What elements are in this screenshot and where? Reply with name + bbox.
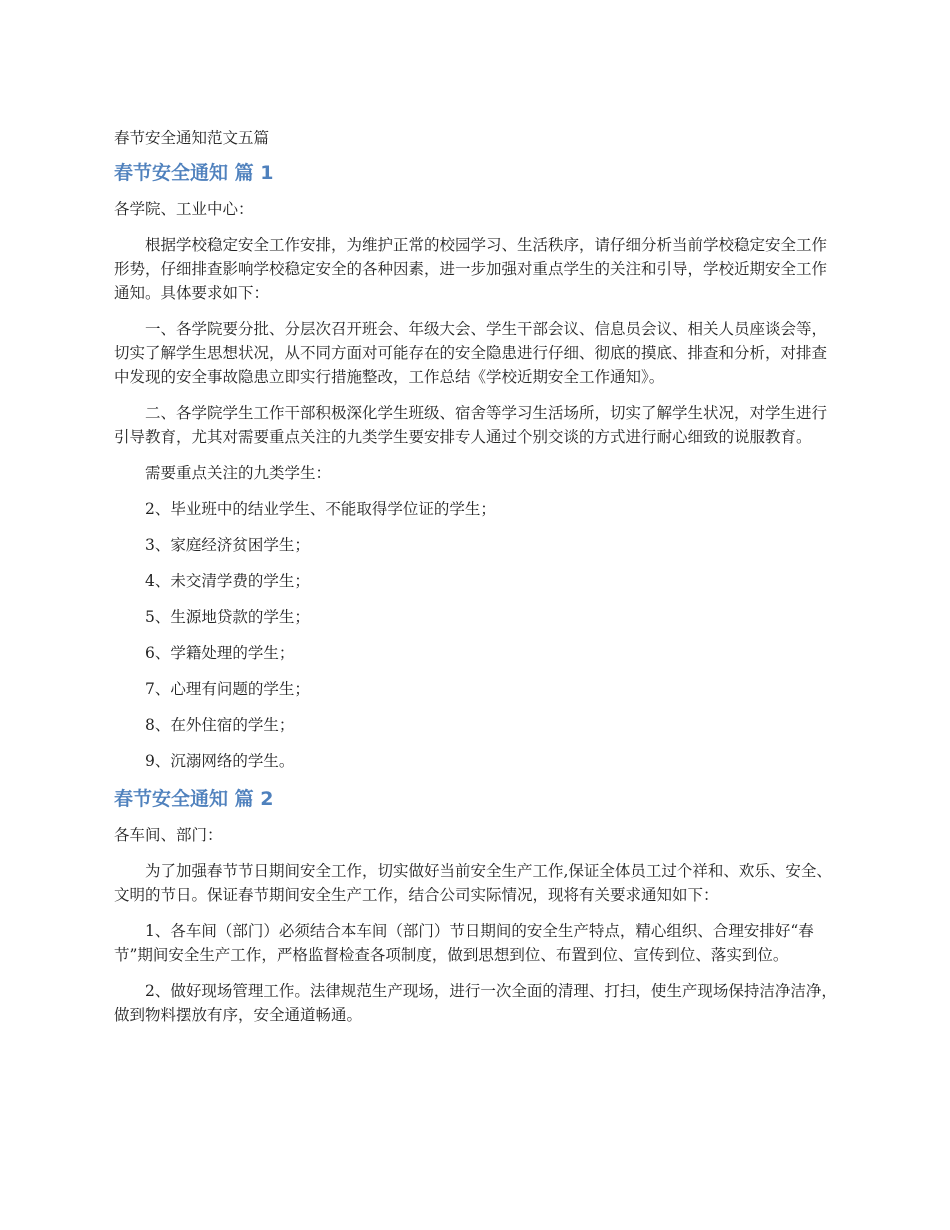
- section-1-heading-main: 春节安全通知: [114, 162, 229, 184]
- section-1-salutation: 各学院、工业中心：: [114, 200, 254, 218]
- list-item: 3、家庭经济贫困学生；: [145, 536, 310, 554]
- section-1-heading: [114, 159, 838, 187]
- list-item: 9、沉溺网络的学生。: [145, 752, 295, 770]
- list-item: 4、未交清学费的学生；: [145, 572, 310, 590]
- list-item: 5、生源地贷款的学生；: [145, 608, 310, 626]
- document-title: 春节安全通知范文五篇: [114, 129, 270, 147]
- section-2-paragraph-2: 1、各车间（部门）必须结合本车间（部门）节日期间的安全生产特点，精心组织、合理安排好“春节”期间安全生产工作，严格监督检查各项制度，做到思想到位、布置到位、宣传到位、落实到位。: [114, 922, 814, 964]
- list-item: 8、在外住宿的学生；: [145, 716, 295, 734]
- section-1-paragraph-1: 根据学校稳定安全工作安排，为维护正常的校园学习、生活秩序，请仔细分析当前学校稳定安全工作形势，仔细排查影响学校稳定安全的各种因素，进一步加强对重点学生的关注和引导，学校近期安全工作通知。具体要求如下：: [114, 236, 828, 302]
- list-item: 6、学籍处理的学生；: [145, 644, 295, 662]
- section-2: [114, 785, 838, 1027]
- list-item: 7、心理有问题的学生；: [145, 680, 310, 698]
- section-1-list-intro: 需要重点关注的九类学生：: [145, 464, 332, 482]
- section-2-heading: [114, 785, 838, 813]
- section-1-heading-suffix: 篇 1: [234, 162, 274, 184]
- list-item: 2、毕业班中的结业学生、不能取得学位证的学生；: [145, 500, 496, 518]
- section-2-paragraph-3: 2、做好现场管理工作。法律规范生产现场，进行一次全面的清理、打扫，使生产现场保持洁净洁净，做到物料摆放有序，安全通道畅通。: [114, 982, 837, 1024]
- section-1: [114, 159, 838, 773]
- section-1-paragraph-3: 二、各学院学生工作干部积极深化学生班级、宿舍等学习生活场所，切实了解学生状况，对学生进行引导教育，尤其对需要重点关注的九类学生要安排专人通过个别交谈的方式进行耐心细致的说服教育。: [114, 404, 828, 446]
- section-2-salutation: 各车间、部门：: [114, 826, 223, 844]
- section-1-paragraph-2: 一、各学院要分批、分层次召开班会、年级大会、学生干部会议、信息员会议、相关人员座谈会等，切实了解学生思想状况，从不同方面对可能存在的安全隐患进行仔细、彻底的摸底、排查和分析，对排查中发现的安全事故隐患立即实行措施整改，工作总结《学校近期安全工作通知》。: [114, 320, 828, 386]
- document-page: [114, 126, 838, 1039]
- section-2-heading-main: 春节安全通知: [114, 788, 229, 810]
- section-2-heading-suffix: 篇 2: [234, 788, 274, 810]
- section-2-paragraph-1: 为了加强春节节日期间安全工作，切实做好当前安全生产工作,保证全体员工过个祥和、欢乐、安全、文明的节日。保证春节期间安全生产工作，结合公司实际情况，现将有关要求通知如下：: [114, 862, 832, 904]
